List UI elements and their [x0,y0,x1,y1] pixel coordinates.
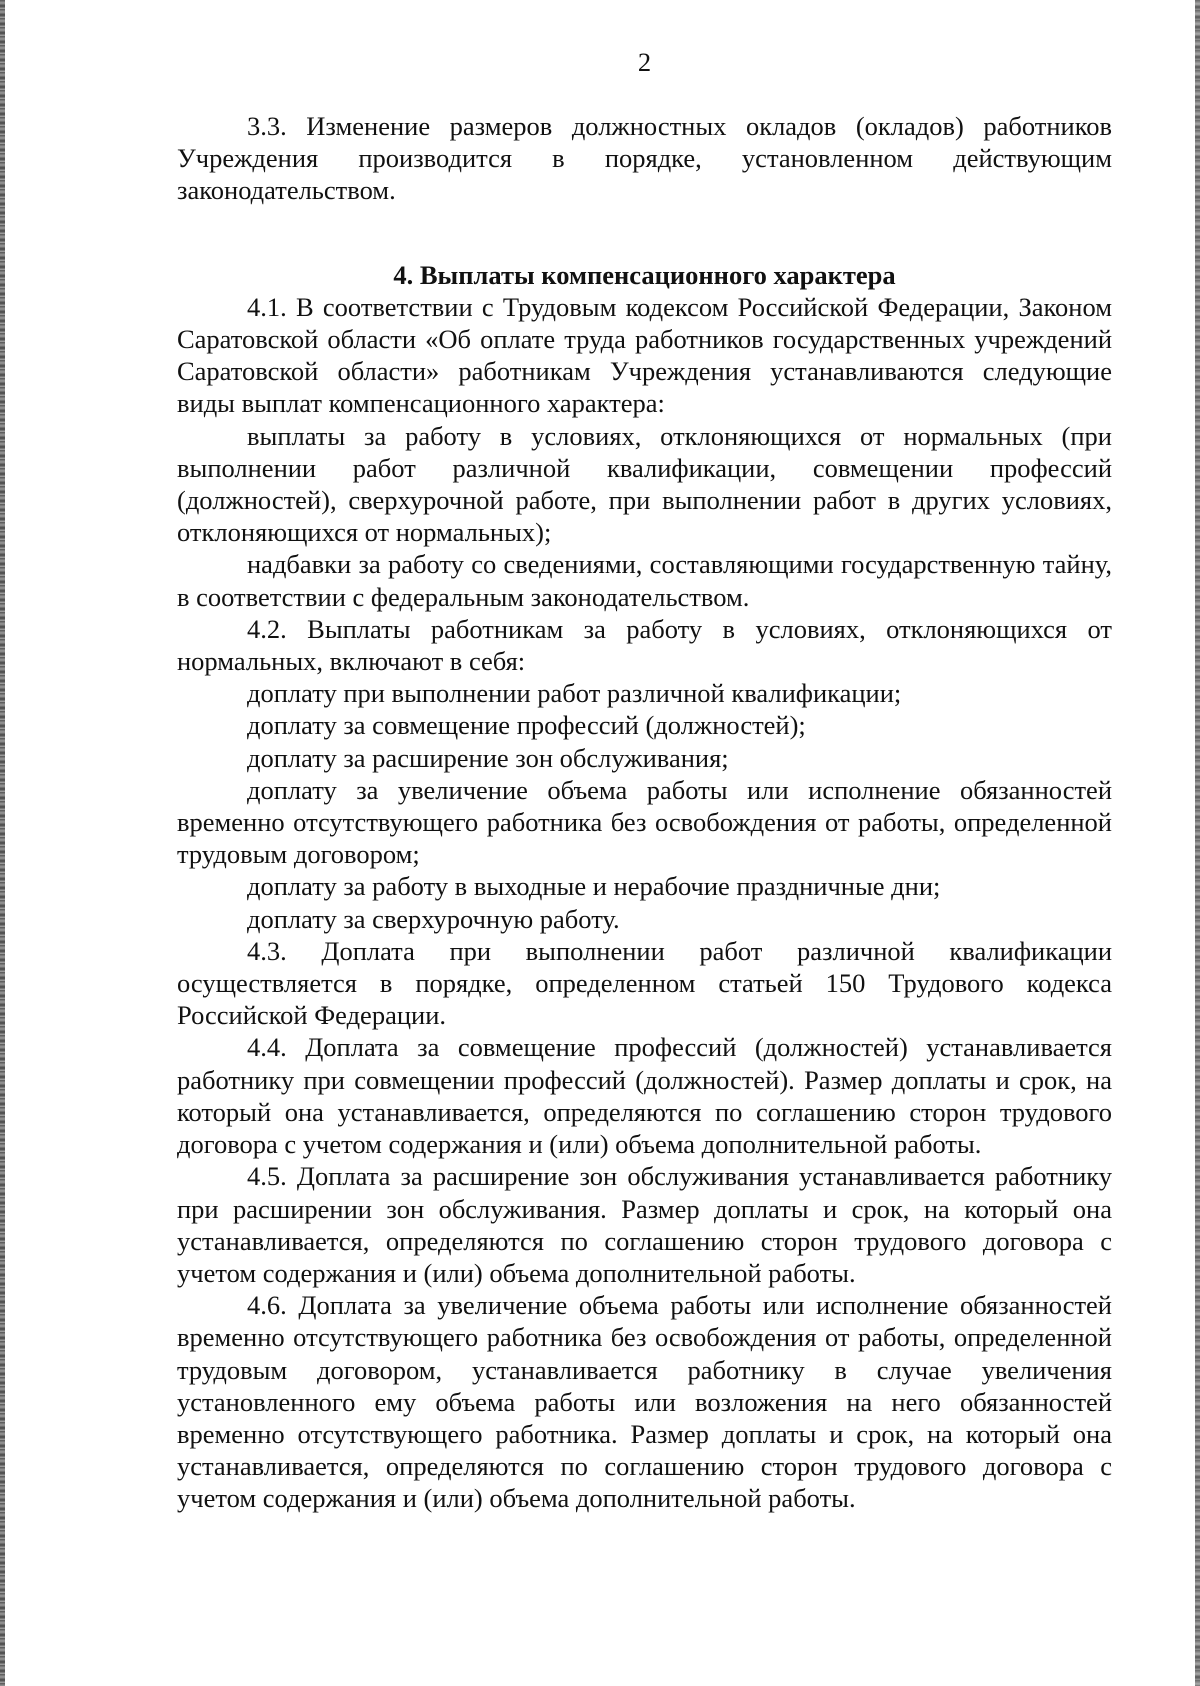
scan-edge-right [1195,0,1200,1686]
list-item-combining-professions: доплату за совмещение профессий (должностей); [247,710,806,741]
list-item-state-secret-allowance: надбавки за работу со сведениями, составляющими государственную тайну, в соответствии с федеральным законодательством. [177,549,1112,612]
list-item-different-qualification: доплату при выполнении работ различной квалификации; [247,678,902,709]
page-number: 2 [637,47,652,77]
paragraph-4-1: 4.1. В соответствии с Трудовым кодексом Российской Федерации, Законом Саратовской области «Об оплате труда работников государственных учреждений Саратовской области» работникам Учреждения устанавливаются следующие виды выплат компенсационного характера: [177,291,1112,419]
section-title: 4. Выплаты компенсационного характера [393,259,896,290]
paragraph-3-3: 3.3. Изменение размеров должностных окладов (окладов) работников Учреждения производится в порядке, установленном действующим законодательством. [177,111,1112,206]
list-item-overtime: доплату за сверхурочную работу. [247,903,620,934]
paragraph-4-6: 4.6. Доплата за увеличение объема работы или исполнение обязанностей временно отсутствующего работника без освобождения от работы, определенной трудовым договором, устанавливается работнику в случае увеличения установленного ему объема работы или возложения на него обязанностей временно отсутствующего работника. Размер доплаты и срок, на который она устанавливается, определяются по соглашению сторон трудового договора с учетом содержания и (или) объема дополнительной работы. [177,1290,1112,1514]
list-item-payments-deviating-conditions: выплаты за работу в условиях, отклоняющихся от нормальных (при выполнении работ различной квалификации, совмещении профессий (должностей), сверхурочной работе, при выполнении работ в других условиях, отклоняющихся от нормальных); [177,420,1112,548]
list-item-holidays: доплату за работу в выходные и нерабочие праздничные дни; [247,871,941,902]
scan-edge-left [0,0,5,1686]
document-page [177,46,1112,1515]
list-item-service-zones: доплату за расширение зон обслуживания; [247,742,729,773]
paragraph-4-5: 4.5. Доплата за расширение зон обслуживания устанавливается работнику при расширении зон обслуживания. Размер доплаты и срок, на который она устанавливается, определяются по соглашению сторон трудового договора с учетом содержания и (или) объема дополнительной работы. [177,1161,1112,1288]
paragraph-4-4: 4.4. Доплата за совмещение профессий (должностей) устанавливается работнику при совмещении профессий (должностей). Размер доплаты и срок, на который она устанавливается, определяются по соглашению сторон трудового договора с учетом содержания и (или) объема дополнительной работы. [177,1032,1112,1160]
paragraph-4-2: 4.2. Выплаты работникам за работу в условиях, отклоняющихся от нормальных, включают в себя: [177,613,1112,677]
list-item-increased-workload: доплату за увеличение объема работы или исполнение обязанностей временно отсутствующего работника без освобождения от работы, определенной трудовым договором; [177,774,1112,870]
paragraph-4-3: 4.3. Доплата при выполнении работ различной квалификации осуществляется в порядке, определенном статьей 150 Трудового кодекса Российской Федерации. [177,935,1112,1031]
